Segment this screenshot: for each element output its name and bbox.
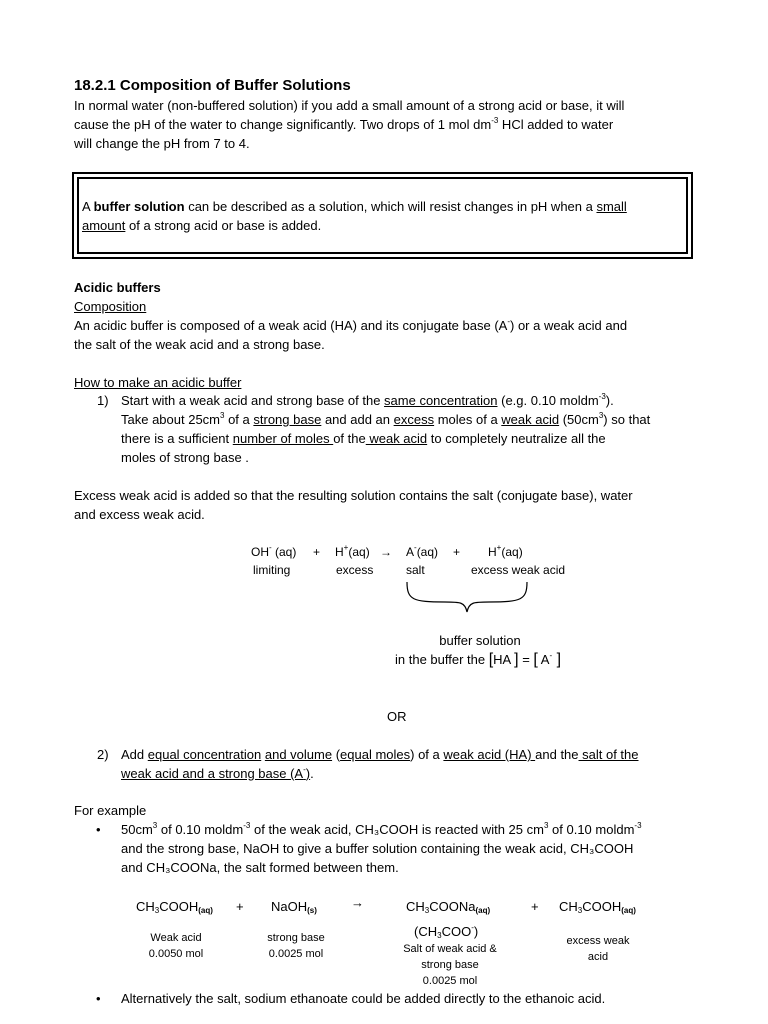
eq1-label-limiting: limiting bbox=[253, 563, 291, 577]
or-separator: OR bbox=[387, 709, 407, 724]
step-1-line-3: there is a sufficient number of moles of the weak acid to completely neutralize all the bbox=[121, 431, 606, 446]
intro-line-1: In normal water (non-buffered solution) if you add a small amount of a strong acid or base, it will bbox=[74, 98, 625, 113]
eq1-plus-1: + bbox=[313, 545, 321, 559]
eq1-h2: H+(aq) bbox=[488, 543, 523, 559]
eq2-ion: $(CH_3COO^-)$ bbox=[414, 923, 479, 940]
eq1-label-excess-weak-acid: excess weak acid bbox=[471, 563, 566, 577]
example-line-1: $50cm^3$ of 0.10 moldm$^{-3}$ of the weak acid, CH₃COOH is reacted with 25 $cm^3$ of 0.10 moldm$^{-3}$ bbox=[121, 821, 642, 837]
curly-brace bbox=[405, 580, 530, 614]
example-line-2: and the strong base, NaOH to give a buffer solution containing the weak acid, CH₃COOH bbox=[121, 841, 634, 856]
eq2-reactant-1: $CH_3COOH_{(aq)}$ bbox=[136, 899, 213, 915]
buffer-solution-label: buffer solution bbox=[439, 633, 521, 648]
step-1-line-1: Start with a weak acid and strong base of the same concentration (e.g. 0.10 moldm$^{-3}$). bbox=[121, 392, 614, 408]
eq1-arrow: → bbox=[380, 545, 392, 559]
eq2-product-1: $CH_3COONa_{(aq)}$ bbox=[406, 899, 491, 915]
eq2-label-2-line-2: 0.0025 mol bbox=[268, 948, 324, 960]
intro-line-3: will change the pH from 7 to 4. bbox=[74, 136, 250, 151]
eq2-plus-2: + bbox=[531, 899, 539, 914]
eq1-oh: OH- (aq) bbox=[251, 543, 297, 559]
excess-line-2: and excess weak acid. bbox=[74, 507, 205, 522]
step-2-line-1: Add equal concentration and volume (equal moles) of a weak acid (HA) and the salt of the bbox=[121, 747, 639, 762]
eq2-label-4-line-2: acid bbox=[587, 951, 609, 963]
eq1-plus-2: + bbox=[453, 545, 461, 559]
eq2-product-2: $CH_3COOH_{(aq)}$ bbox=[559, 899, 636, 915]
howto-heading: How to make an acidic buffer bbox=[74, 375, 242, 390]
page-title: 18.2.1 Composition of Buffer Solutions bbox=[74, 77, 351, 94]
eq2-label-3-line-3: 0.0025 mol bbox=[422, 975, 478, 987]
composition-heading: Composition bbox=[74, 299, 147, 314]
step-2-number: 2) bbox=[97, 747, 109, 762]
definition-line-1: A buffer solution can be described as a solution, which will resist changes in pH when a small bbox=[82, 199, 627, 214]
example-heading: For example bbox=[74, 803, 147, 818]
eq1-label-excess: excess bbox=[336, 563, 374, 577]
step-2-line-2: weak acid and a strong base (A-). bbox=[121, 765, 314, 781]
definition-line-2: amount of a strong acid or base is added. bbox=[82, 218, 322, 233]
eq2-label-4-line-1: excess weak bbox=[566, 935, 630, 947]
acidic-buffers-heading: Acidic buffers bbox=[74, 280, 161, 295]
step-1-line-4: moles of strong base . bbox=[121, 450, 249, 465]
alt-bullet: • bbox=[96, 991, 101, 1006]
eq2-label-1-line-1: Weak acid bbox=[150, 932, 202, 944]
eq2-label-2-line-1: strong base bbox=[267, 932, 325, 944]
eq2-label-3-line-2: strong base bbox=[421, 959, 479, 971]
composition-line-2: the salt of the weak acid and a strong base. bbox=[74, 337, 325, 352]
eq2-plus-1: + bbox=[236, 899, 244, 914]
excess-line-1: Excess weak acid is added so that the resulting solution contains the salt (conjugate base), water bbox=[74, 488, 633, 503]
example-line-3: and CH₃COONa, the salt formed between them. bbox=[121, 860, 399, 875]
example-bullet: • bbox=[96, 822, 101, 837]
step-1-number: 1) bbox=[97, 393, 109, 408]
eq2-reactant-2: NaOH$_{(s)}$ bbox=[271, 899, 317, 915]
eq1-a: A-(aq) bbox=[406, 543, 439, 559]
eq2-label-3-line-1: Salt of weak acid & bbox=[403, 943, 497, 955]
eq2-arrow: → bbox=[351, 895, 364, 910]
step-1-line-2: Take about $25cm^3$ of a strong base and add an excess moles of a weak acid $(50cm^3)$ so that bbox=[121, 411, 651, 427]
alt-text: Alternatively the salt, sodium ethanoate could be added directly to the ethanoic acid. bbox=[121, 991, 606, 1006]
eq1-h: H+(aq) bbox=[335, 543, 370, 559]
eq1-label-salt: salt bbox=[406, 563, 425, 577]
buffer-equality-line: in the buffer the [HA ] = [ A- ] bbox=[395, 651, 562, 668]
eq2-label-1-line-2: 0.0050 mol bbox=[148, 948, 204, 960]
composition-line-1: An acidic buffer is composed of a weak acid (HA) and its conjugate base (A-) or a weak acid and bbox=[74, 317, 628, 333]
intro-line-2: cause the pH of the water to change significantly. Two drops of 1 mol $dm^{-3}$ HCl added to water bbox=[74, 116, 614, 132]
